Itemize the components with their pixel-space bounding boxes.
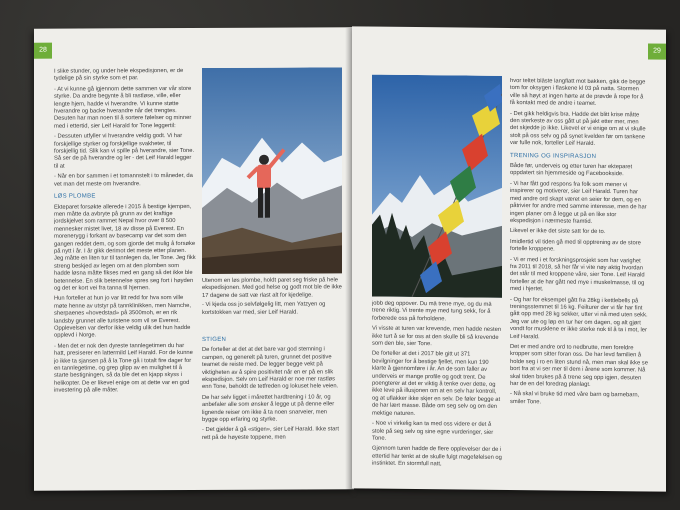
caption-text: Utenom en løs plombe, holdt paret seg friske på hele ekspedisjonen. Med god helse og godt mot ble de ikke 17 dagene de satt væ rlast alt for kjedelige. <box>202 277 342 299</box>
paragraph: - Det gikk heldigvis bra. Hadde det blitt krise måtte den sterkeste av oss gått ut på jakt etter mer, men det skjedde jo ikke. Likevel er vi enige om at vi skulle stolt på oss selv og på synet kvelden før om tankene var fulle nok, forteller Leif Harald. <box>510 110 646 148</box>
left-column-2 <box>202 331 342 486</box>
paragraph: - Og har for eksempel gått fra 28kg i kettlebells på treningsstemmet til 16 kg. Feilturer der vi får har fint gått opp med 28 kg sekker, utter vi nå med uten sekk. Jeg var ute og løp en tur her om dagen, og alt gjørt vondt for musklene er ikke sterke nok til å ta i mot, ler Leif Harald. <box>510 296 648 340</box>
paragraph: - Dessuten utfyller vi hverandre veldig godt. Vi har forskjellige styrker og forskjellige svakheter, til forskjellig tid. Slik kan vi spille på hverandre, sier Tone. Så ser de på hverandre og ler - det Leif Harald legger til at <box>54 133 195 170</box>
climber-photo <box>202 67 342 274</box>
paragraph: - Vi har fått god respons fra folk som mener vi inspirerer og motiverer, sier Leif Harald. Turen har med andre ord skapt været en seier for dem, og en påtrivier for andre med samme interesse, men de har ingen planer om å legge ut på en like stor ekspedisjon i nærmeste framtid. <box>510 180 647 225</box>
paragraph: Det er med andre ord to nedbrutte, men foreldre kropper som sitter foran oss. De har levd familien å holde seg i ro en liten stund nå, men man skal ikke se bort fra at vi ser mer til dem i årene som kommer. Nå skal tiden brukes på å trene seg opp igjen, desuten har de en del foredrag planlagt. <box>510 344 648 388</box>
paragraph: - Vi er med i et forskningsprosjekt som har varighet fra 2011 til 2018, så her får vi vite nøy aktig hvordan det står til med kroppene våre, sier Tone. Leif Harald forteller at de har gått ned mye i muskelmasse, til og med i hjertet. <box>510 256 645 293</box>
paragraph: De forteller at det i 2017 ble gitt ut 371 bevilgninger for å bestige fjellet, men kun 190 klarte å gjennomføre i år. An de som faller av underveis er mange profile og godt trent. De poengterer at det er viktig å tenke over dette, og ikke leve på illusjonen om at en selv har kontroll, og at uflakker ikke skjer en selv. De føler begge at de har lært masse. Både om seg selv og om den mektige naturen. <box>372 351 501 417</box>
paragraph: Gjennom turen hadde de flere opplevelser der de i ettertid har tenkt at de skulle fulgt magefølelsen og instinktet. En stormfull natt, <box>372 445 502 468</box>
section-heading-stigen: STIGEN <box>202 336 227 343</box>
climber-photo-image <box>202 67 342 274</box>
paragraph: Både før, underveis og etter turen har ekteparet oppdatert sin hjemmeside og Facebookside. <box>510 163 633 178</box>
paragraph: Ekteparet forsøkte allerede i 2015 å bestige kjempen, men måtte da avbryte på grunn av det kraftige jordskjelvet som rammet Nepal hvor over 8 500 mennesker mistet livet, 18 av disse på Everest. En morenerygg i forkant av basecamp var det som den gangen reddet dem, og som gjorde det mulig å forsøke på nytt i år. I år gikk derimot det meste etter planen. Jeg måtte en liten tur til tannlegen da, ler Tone. Jeg fikk streng beskjed av legen om at den plomben som hadde løsna måtte fikses med en gang så det ikke ble betennelse. En slik betennelse spres seg fort i høyden og det er kort vei fra tanna til hjernen. <box>54 203 196 292</box>
right-page <box>352 26 666 491</box>
photo-caption <box>202 277 342 319</box>
page-number-left: 28 <box>34 43 52 59</box>
paragraph: Imidlertid vil tiden gå med til opptrening av de store fortelle kroppene. <box>510 238 641 253</box>
paragraph: I slike stunder, og under hele ekspedisjonen, er de tydelige på sin styrke som et par. <box>54 68 184 83</box>
paragraph: - Men det er nok den dyreste tannlegetimen du har hatt, presiserer en lattermild Leif Harald. For de kunne jo ikke ta sjansen på å la Tone gå i totalt fire dager for en tannlegetime, og grep glipp av en mulighet til å starte bestigningen, så da ble det en kjapp skyss i helikopter. De er likevel enige om at dette var en god investering på alle måter. <box>54 342 193 394</box>
left-page <box>34 27 354 490</box>
paragraph: Vi visste at turen var krevende, men hadde nesten ikke turt å se for oss at den skulle bli så krevende som den ble, sier Tone. <box>372 325 502 348</box>
right-column-2 <box>510 78 648 487</box>
left-column-1 <box>54 68 196 487</box>
caption-quote: - Vi kjeda oss jo selvfølgelig litt, men Yatzyen og kortstokken var med, sier Leif Harald. <box>202 301 326 316</box>
paragraph: hvor teltet blåste langflatt mot bakken, gikk de begge tom for oksygen i flaskene kl 03 på natta. Stormen ville så høyt at ingen hørte at de prøvde å rope for å få kontakt med de andre i teamet. <box>510 78 646 108</box>
section-heading-trening: TRENING OG INSPIRASJON <box>510 152 597 160</box>
paragraph: - Det gjelder å gå «stigen», sier Leif Harald. Ikke start rett på de høyeste toppene, men <box>202 426 339 441</box>
paragraph: - Når en bor sammen i et tomannstelt i to måneder, da vet man det meste om hverandre. <box>54 173 193 188</box>
prayer-flags-image <box>372 75 502 298</box>
paragraph: - Nå skal vi bruke tid med våre barn og barnebarn, smiler Tone. <box>510 391 640 406</box>
prayer-flags-photo <box>372 75 502 298</box>
paragraph: Likevel er ikke det siste satt for de to. <box>510 228 606 236</box>
page-number-right: 29 <box>648 43 666 59</box>
paragraph: Hun forteller at hun jo var litt redd for hva som ville møte henne av utstyr på tannklinikken, men Namche, sherpaenes «hovedstad» på 3500moh, er en rik landsby grunnet alle turistene som vil se Everest. Opplevelsen var derfor ikke veldig ulik det hun hadde opplevd i Norge. <box>54 295 191 340</box>
right-column-1 <box>372 301 502 486</box>
paragraph: - At vi kunne gå igjennom dette sammen var vår store styrke. Da andre begynte å bli rastløse, ville, eller lengte hjem, hadde vi hverandre. Vi kunne støtte hverandre og backe hverandre når det trengtes. Desuten har man noen til å sortere følelser og minner med i ettertid, sier Leif Harald for Tone leggertil: <box>54 85 192 130</box>
paragraph: - Noe vi virkelig kan ta med oss videre er det å stole på seg selv og sine egne vurderinger, sier Tone. <box>372 420 494 442</box>
paragraph: jobb deg oppover. Du må trene mye, og du må trene riktig. Vi trente mye med tung sekk, for å forberede oss på forholdene. <box>372 300 492 323</box>
paragraph: De forteller at det at det bare var god stemning i campen, og generelt på turen, grunnet det positive teamet de reiste med. De legger begge vekt på viktigheten av å spire positivitet når en er på en slik ekspedisjon. Selv om Leif Harald er noe mer rastløs enn Tone, beholdt de tetfreden og lokuset hele veien. <box>202 346 339 391</box>
section-heading-los-plombe: LØS PLOMBE <box>54 193 96 200</box>
paragraph: De har selv ligget i mårettet hardtrening i 10 år, og anbefaler alle som ønsker å legge ut på denne eller lignende reiser om ikke å ta noen snarveier, men bygge opp erfaring og styrke. <box>202 394 335 424</box>
